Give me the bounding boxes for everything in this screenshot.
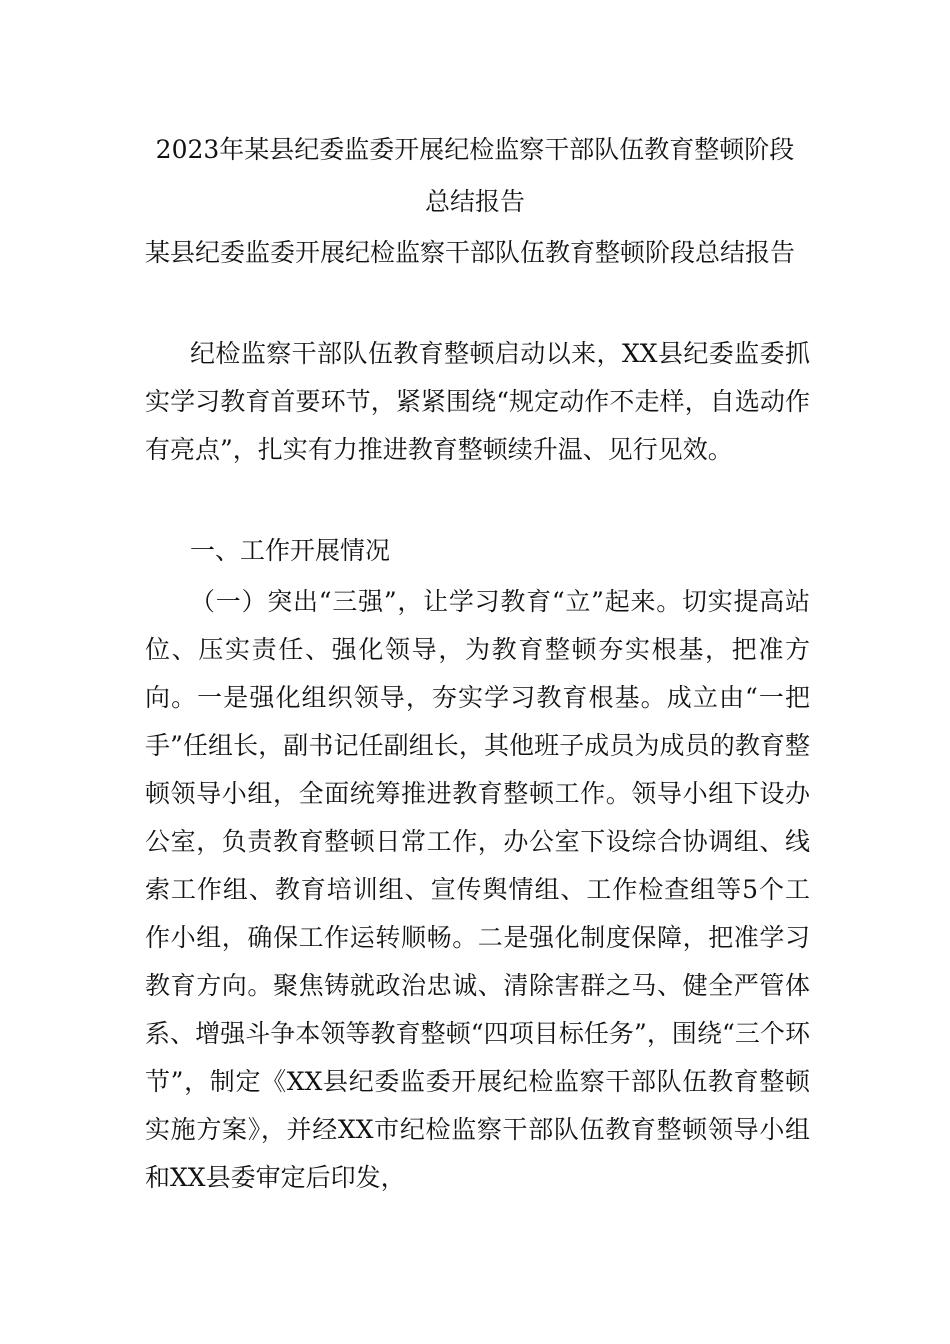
document-title-line-1: 2023年某县纪委监委开展纪检监察干部队伍教育整顿阶段 [155,135,795,164]
document-subtitle: 某县纪委监委开展纪检监察干部队伍教育整顿阶段总结报告 [145,238,796,267]
paragraph-intro: 纪检监察干部队伍教育整顿启动以来，XX县纪委监委抓实学习教育首要环节，紧紧围绕“规定动作不走样，自选动作有亮点”，扎实有力推进教育整顿续升温、见行见效。 [145,339,810,464]
paragraph-section-1: （一）突出“三强”，让学习教育“立”起来。切实提高站位、压实责任、强化领导，为教育整顿夯实根基，把准方向。一是强化组织领导，夯实学习教育根基。成立由“一把手”任组长，副书记任副组长，其他班子成员为成员的教育整顿领导小组，全面统筹推进教育整顿工作。领导小组下设办公室，负责教育整顿日常工作，办公室下设综合协调组、线索工作组、教育培训组、宣传舆情组、工作检查组等5个工作小组，确保工作运转顺畅。二是强化制度保障，把准学习教育方向。聚焦铸就政治忠诚、清除害群之马、健全严管体系、增强斗争本领等教育整顿“四项目标任务”，围绕“三个环节”，制定《XX县纪委监委开展纪检监察干部队伍教育整顿实施方案》，并经XX市纪检监察干部队伍教育整顿领导小组和XX县委审定后印发， [145,587,810,1192]
document-title-line-2: 总结报告 [424,187,525,216]
section-heading: 一、工作开展情况 [190,536,391,565]
